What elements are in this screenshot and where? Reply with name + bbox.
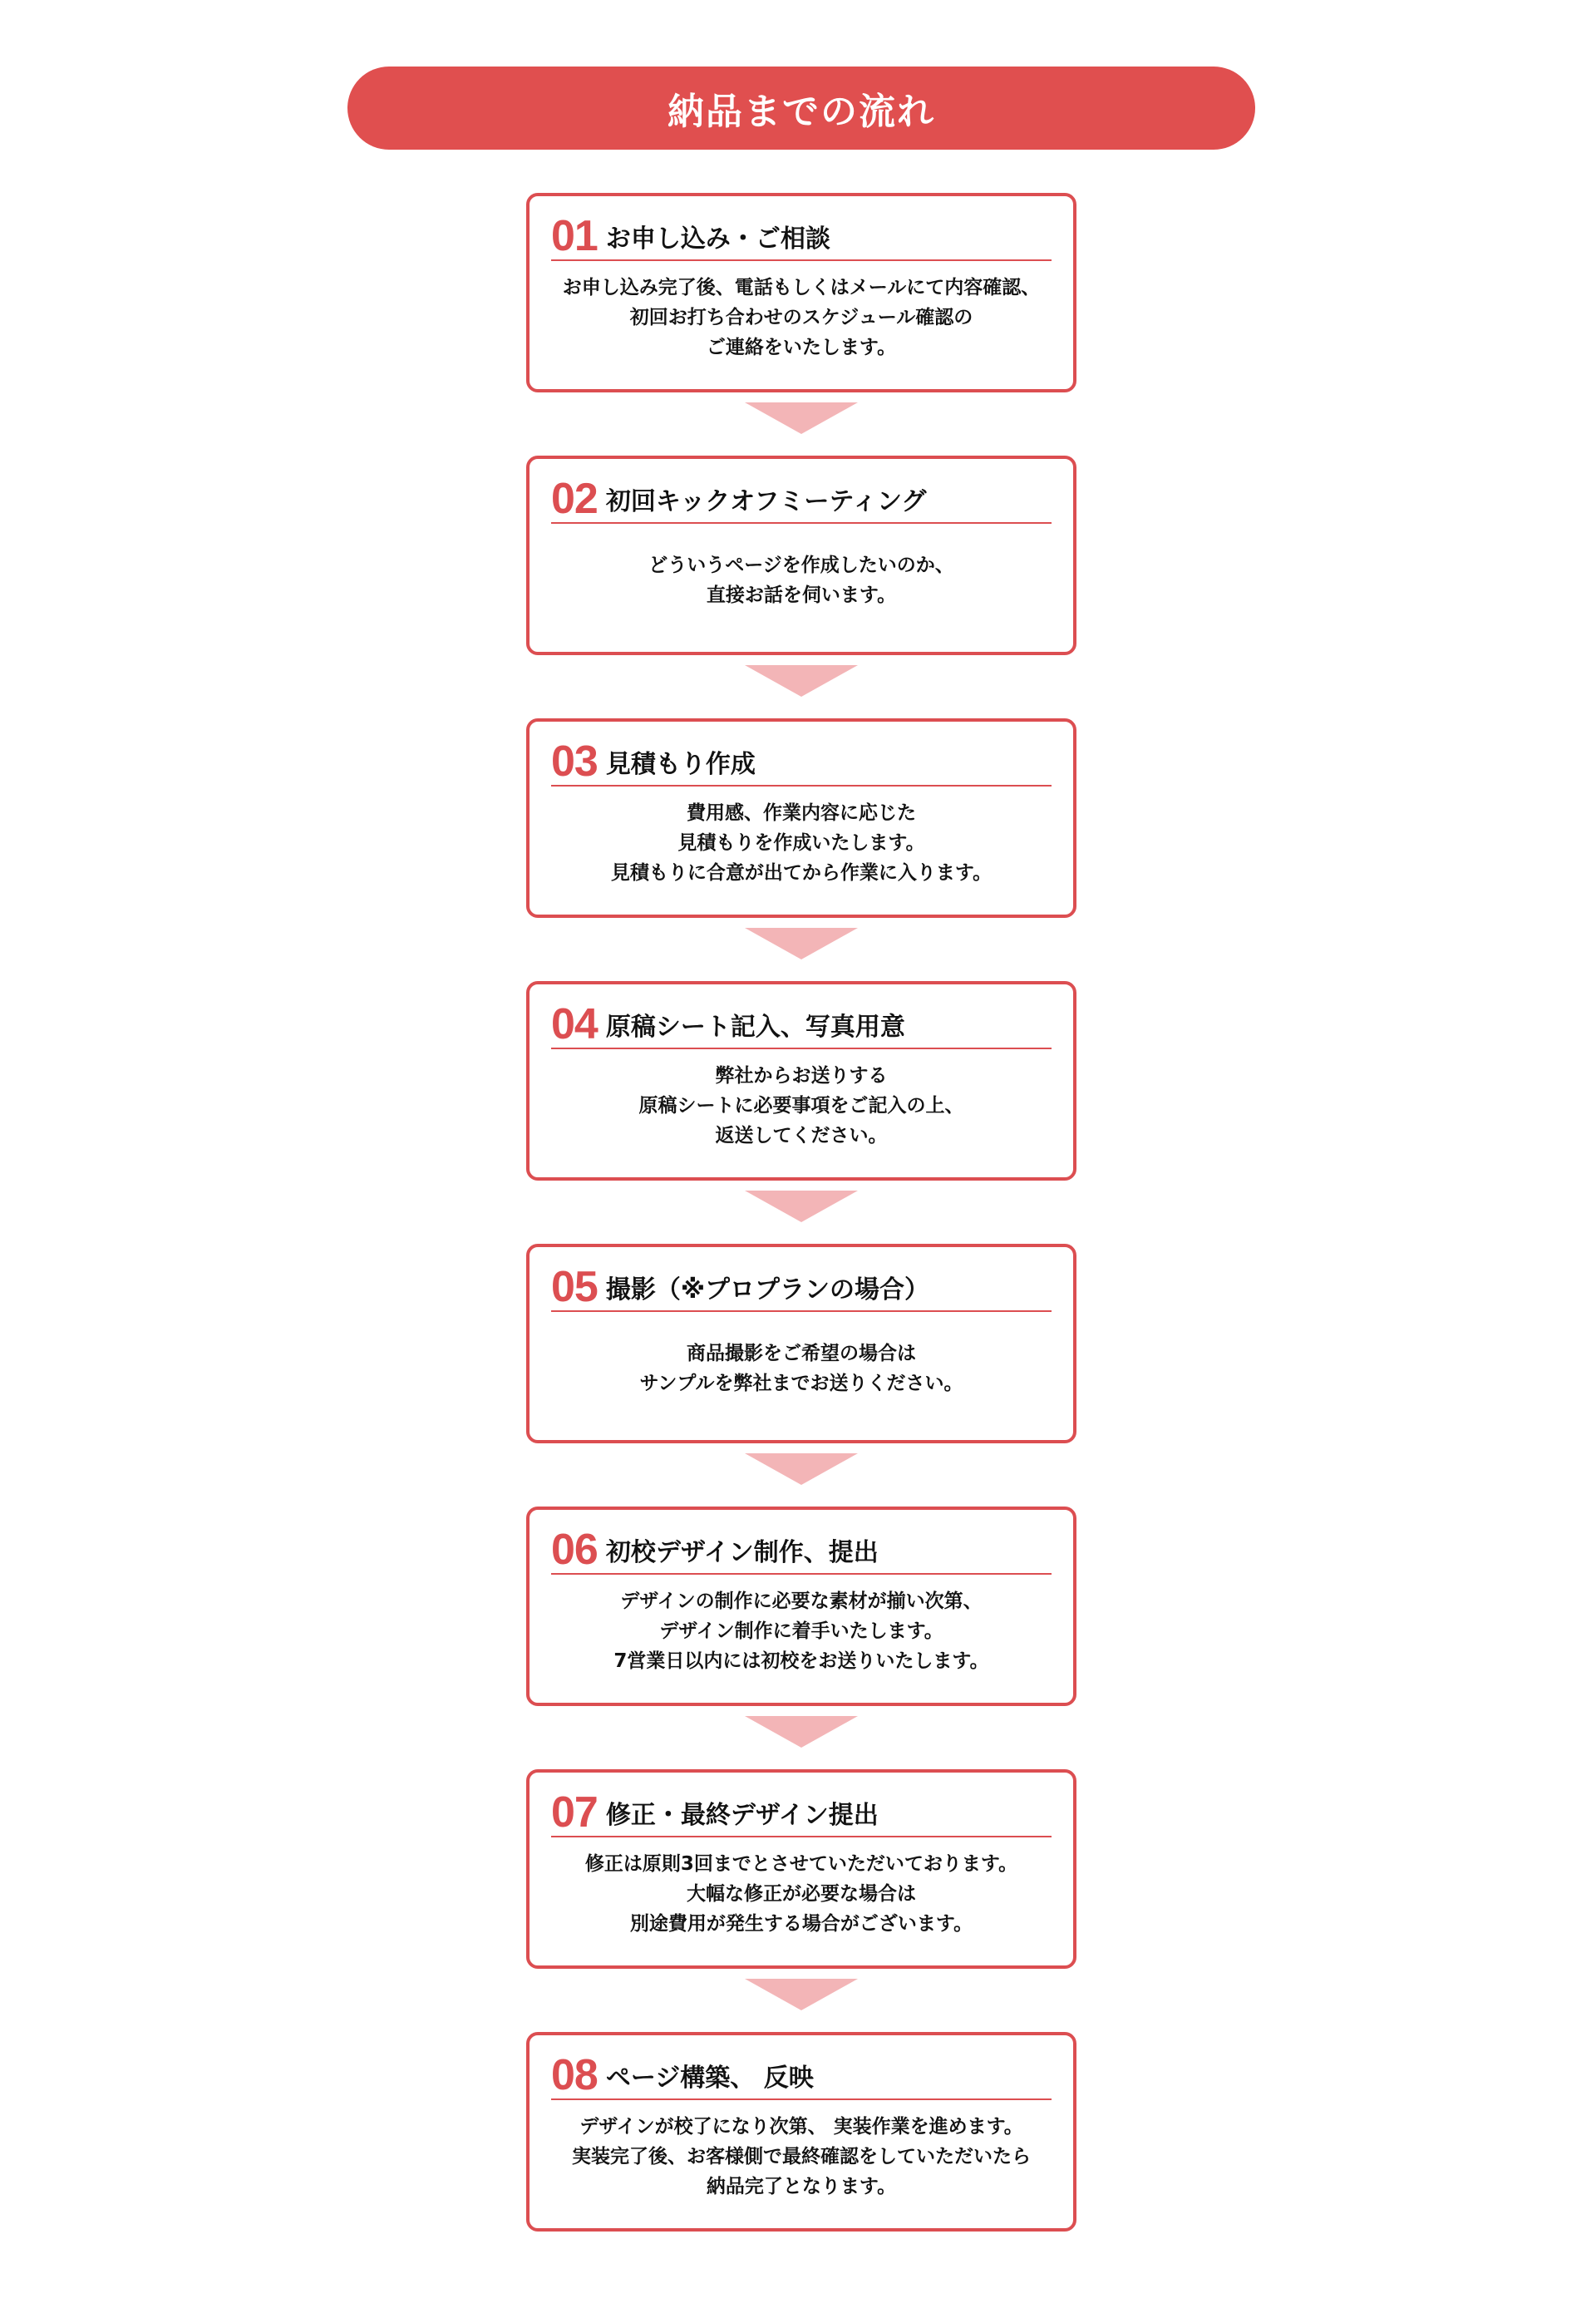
- step-description-line: 見積もりを作成いたします。: [677, 832, 925, 854]
- step-description-line: 修正は原則3回までとさせていただいております。: [584, 1853, 1018, 1875]
- step-number: 03: [551, 737, 598, 786]
- step-connector: [526, 392, 1076, 456]
- step-description-line: 弊社からお送りする: [715, 1065, 888, 1087]
- step-connector: [526, 1443, 1076, 1507]
- step-header: [551, 1526, 1052, 1575]
- step-title: ページ構築、 反映: [605, 2064, 814, 2093]
- step-title: 初校デザイン制作、提出: [605, 1538, 879, 1567]
- step-title: 見積もり作成: [605, 750, 756, 779]
- step-title: 初回キックオフミーティング: [605, 487, 927, 516]
- step-header: [551, 738, 1052, 787]
- step-connector: [526, 1181, 1076, 1244]
- step-header: [551, 476, 1052, 524]
- flow-step-07: [526, 1769, 1076, 1969]
- section-title-banner: [347, 67, 1255, 150]
- step-number: 08: [551, 2051, 598, 2099]
- step-header: [551, 1001, 1052, 1049]
- step-title: お申し込み・ご相談: [605, 224, 830, 254]
- step-number: 01: [551, 212, 598, 260]
- step-description-line: どういうページを作成したいのか、: [648, 555, 954, 576]
- down-triangle-arrow-icon: [745, 928, 858, 959]
- step-description: [551, 1837, 1052, 1950]
- step-description-line: 返送してください。: [715, 1125, 888, 1147]
- step-description-line: 納品完了となります。: [706, 2176, 897, 2197]
- step-description-line: 見積もりに合意が出てから作業に入ります。: [610, 862, 993, 884]
- step-header: [551, 2052, 1052, 2100]
- step-description-line: 商品撮影をご希望の場合は: [687, 1343, 916, 1364]
- step-description-line: 実装完了後、お客様側で最終確認をしていただいたら: [572, 2146, 1031, 2167]
- step-title: 原稿シート記入、写真用意: [605, 1013, 905, 1042]
- flow-step-06: [526, 1507, 1076, 1706]
- step-description-line: デザインの制作に必要な素材が揃い次第、: [620, 1590, 983, 1612]
- step-header: [551, 1264, 1052, 1312]
- down-triangle-arrow-icon: [745, 1191, 858, 1222]
- flow-step-02: [526, 456, 1076, 655]
- step-description-line: 初回お打ち合わせのスケジュール確認の: [629, 307, 973, 328]
- step-description: [551, 1312, 1052, 1425]
- step-number: 07: [551, 1788, 598, 1837]
- step-description-line: デザイン制作に着手いたします。: [659, 1620, 943, 1642]
- step-description-line: デザインが校了になり次第、 実装作業を進めます。: [579, 2116, 1023, 2138]
- step-title: 撮影（※プロプランの場合）: [605, 1275, 930, 1304]
- step-connector: [526, 1969, 1076, 2032]
- delivery-flow: [526, 193, 1076, 2232]
- step-number: 05: [551, 1263, 598, 1311]
- down-triangle-arrow-icon: [745, 402, 858, 434]
- step-description: [551, 1575, 1052, 1688]
- down-triangle-arrow-icon: [745, 1716, 858, 1748]
- down-triangle-arrow-icon: [745, 1979, 858, 2010]
- step-number: 02: [551, 475, 598, 523]
- step-connector: [526, 655, 1076, 718]
- step-description-line: お申し込み完了後、電話もしくはメールにて内容確認、: [562, 277, 1041, 298]
- step-description: [551, 787, 1052, 900]
- step-description: [551, 524, 1052, 637]
- step-title: 修正・最終デザイン提出: [605, 1801, 879, 1830]
- step-description-line: ご連絡をいたします。: [706, 337, 897, 358]
- flow-step-08: [526, 2032, 1076, 2232]
- step-description: [551, 1049, 1052, 1162]
- step-description-line: 原稿シートに必要事項をご記入の上、: [638, 1095, 964, 1117]
- step-header: [551, 1789, 1052, 1837]
- step-number: 06: [551, 1526, 598, 1574]
- step-description-line: サンプルを弊社までお送りください。: [639, 1373, 963, 1394]
- step-connector: [526, 1706, 1076, 1769]
- step-connector: [526, 918, 1076, 981]
- step-description: [551, 261, 1052, 374]
- section-title: 納品までの流れ: [667, 91, 935, 133]
- step-description-line: 7営業日以内には初校をお送りいたします。: [613, 1650, 989, 1672]
- step-header: [551, 213, 1052, 261]
- step-description-line: 大幅な修正が必要な場合は: [687, 1883, 916, 1905]
- flow-step-03: [526, 718, 1076, 918]
- step-description: [551, 2100, 1052, 2213]
- down-triangle-arrow-icon: [745, 1453, 858, 1485]
- flow-step-04: [526, 981, 1076, 1181]
- step-description-line: 費用感、作業内容に応じた: [687, 802, 916, 824]
- step-description-line: 直接お話を伺います。: [706, 584, 897, 606]
- step-number: 04: [551, 1000, 598, 1048]
- step-description-line: 別途費用が発生する場合がございます。: [629, 1913, 973, 1935]
- down-triangle-arrow-icon: [745, 665, 858, 697]
- flow-step-05: [526, 1244, 1076, 1443]
- flow-step-01: [526, 193, 1076, 392]
